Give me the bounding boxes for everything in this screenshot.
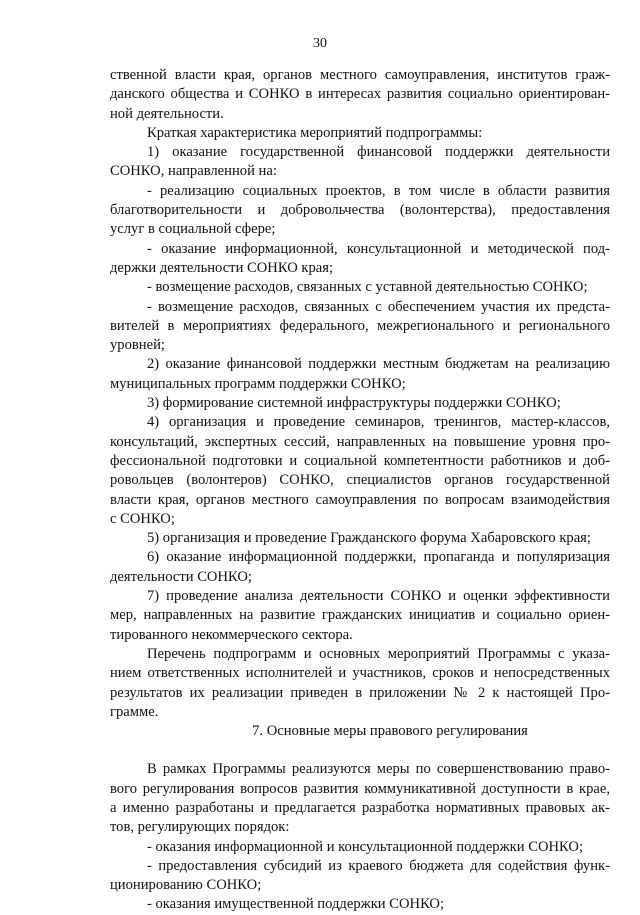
text-line: данского общества и СОНКО в интересах развития социально ориентирован- (110, 86, 610, 103)
text-line: 5) организация и проведение Гражданского форума Хабаровского края; (147, 530, 591, 547)
text-line: вого регулирования вопросов развития коммуникативной доступности в крае, (110, 780, 610, 797)
text-line: а именно разработаны и предлагается разработка нормативных правовых ак- (110, 799, 610, 816)
text-line: - возмещение расходов, связанных с обеспечением участия их предста- (147, 298, 610, 315)
text-line: 6) оказание информационной поддержки, пропаганда и популяризация (147, 549, 610, 566)
text-line: грамме. (110, 703, 159, 720)
text-block-legal-regulation (110, 760, 610, 914)
text-line: мер, направленных на развитие гражданских инициатив и социально ориен- (110, 607, 610, 624)
text-line: 7) проведение анализа деятельности СОНКО и оценки эффективности (147, 588, 610, 605)
text-line: результатов их реализации приведен в приложении № 2 к настоящей Про- (110, 684, 610, 701)
text-line: вителей в мероприятиях федерального, межрегионального и регионального (110, 317, 610, 334)
text-line: ственной власти края, органов местного самоуправления, институтов граж- (110, 67, 610, 83)
document-body (110, 66, 610, 915)
text-line: фессиональной подготовки и социальной компетентности работников и доб- (110, 452, 610, 469)
text-line: деятельности СОНКО; (110, 568, 252, 585)
page-number: 30 (313, 36, 327, 51)
text-line: 2) оказание финансовой поддержки местным бюджетам на реализацию (147, 356, 610, 373)
text-line: - предоставления субсидий из краевого бюджета для содействия функ- (147, 857, 610, 874)
text-line: благотворительности и добровольчества (волонтерства), предоставления (110, 202, 610, 219)
text-line: тов, регулирующих порядок: (110, 819, 290, 836)
text-line: держки деятельности СОНКО края; (110, 259, 334, 276)
text-line: с СОНКО; (110, 510, 175, 527)
text-line: - возмещение расходов, связанных с уставной деятельностью СОНКО; (147, 279, 588, 296)
text-line: услуг в социальной сфере; (110, 221, 276, 238)
text-line: СОНКО, направленной на: (110, 163, 277, 180)
text-line: консультаций, экспертных сессий, направленных на повышение уровня про- (110, 433, 610, 450)
text-line: нием ответственных исполнителей и участников, сроков и непосредственных (110, 665, 610, 682)
text-line: Краткая характеристика мероприятий подпрограммы: (147, 124, 483, 141)
heading-spacer (110, 741, 610, 760)
text-line: - оказания информационной и консультационной поддержки СОНКО; (147, 838, 584, 855)
text-line: 1) оказание государственной финансовой поддержки деятельности (147, 144, 610, 161)
text-line: муниципальных программ поддержки СОНКО; (110, 375, 406, 392)
text-line: власти края, органов местного самоуправления по вопросам взаимодействия (110, 491, 610, 508)
text-line: - оказание информационной, консультационной и методической под- (147, 240, 610, 257)
text-line: уровней; (110, 337, 165, 354)
text-line: 4) организация и проведение семинаров, тренингов, мастер-классов, (147, 414, 610, 431)
text-line: ровольцев (волонтеров) СОНКО, специалистов органов государственной (110, 472, 610, 489)
text-line: Перечень подпрограмм и основных мероприятий Программы с указа- (147, 645, 610, 662)
text-line: В рамках Программы реализуются меры по совершенствованию право- (147, 761, 610, 778)
text-line: ной деятельности. (110, 105, 224, 122)
text-line: - оказания имущественной поддержки СОНКО; (147, 896, 445, 913)
text-line: ционированию СОНКО; (110, 877, 262, 894)
text-block-subprogram-measures (110, 66, 610, 722)
text-line: 3) формирование системной инфраструктуры поддержки СОНКО; (147, 395, 561, 412)
text-line: - реализацию социальных проектов, в том числе в области развития (147, 182, 610, 199)
text-line: тированного некоммерческого сектора. (110, 626, 353, 643)
section-heading: 7. Основные меры правового регулирования (252, 723, 528, 740)
